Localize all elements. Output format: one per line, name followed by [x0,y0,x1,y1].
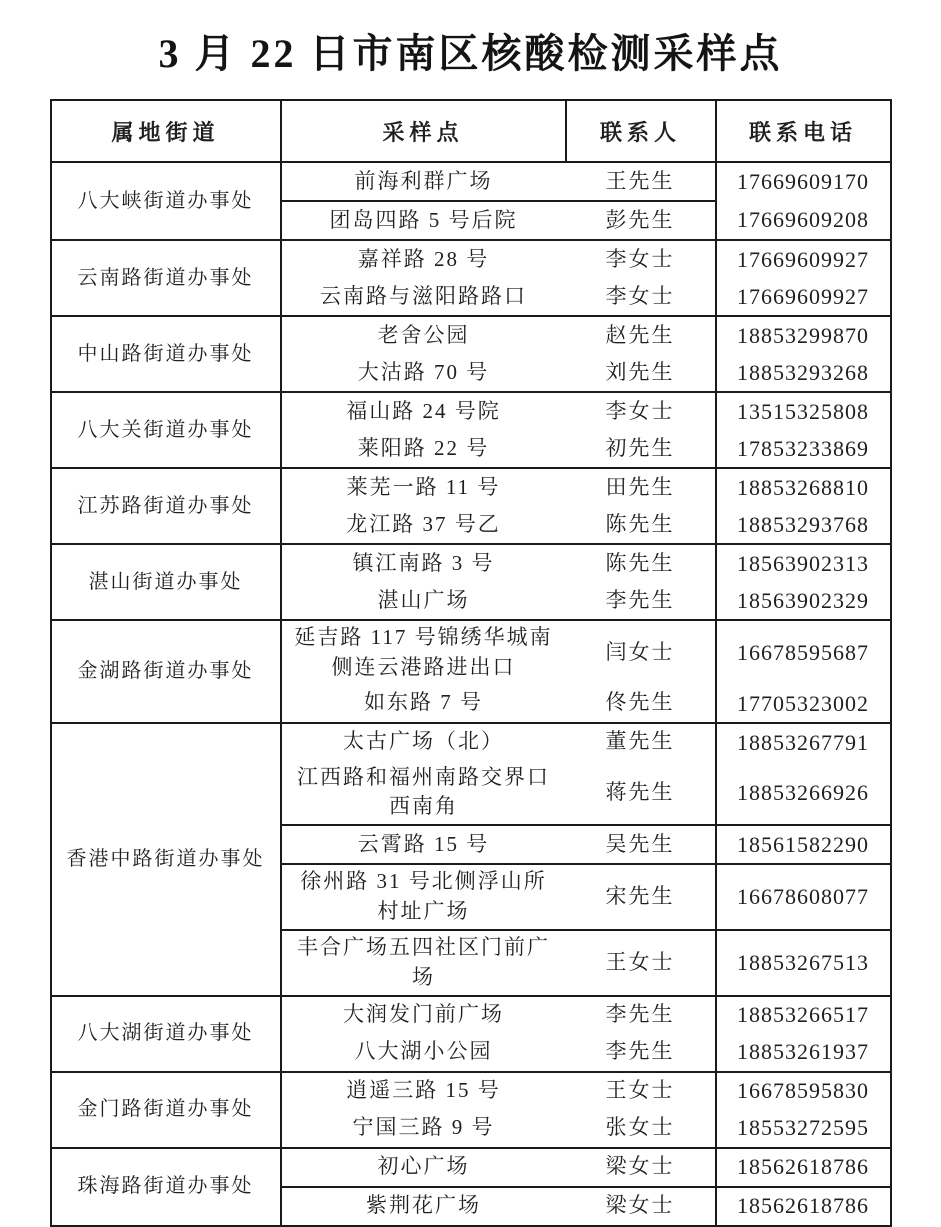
phone-cell: 18562618786 [716,1148,891,1187]
site-cell: 紫荆花广场 [281,1187,566,1226]
site-cell: 湛山广场 [281,582,566,620]
table-row [51,468,891,506]
site-cell: 大沽路 70 号 [281,354,566,392]
phone-cell: 18553272595 [716,1110,891,1148]
contact-cell: 陈先生 [566,544,716,582]
site-cell: 宁国三路 9 号 [281,1110,566,1148]
site-cell: 龙江路 37 号乙 [281,506,566,544]
contact-cell: 王女士 [566,930,716,996]
contact-cell: 李先生 [566,582,716,620]
street-cell: 八大峡街道办事处 [51,162,281,240]
phone-cell: 18853266926 [716,761,891,826]
phone-cell: 16678595830 [716,1072,891,1110]
street-cell: 八大关街道办事处 [51,392,281,468]
table-header [51,100,891,162]
contact-cell: 李先生 [566,996,716,1034]
phone-cell: 17669609927 [716,278,891,316]
site-cell: 莱阳路 22 号 [281,430,566,468]
contact-cell: 蒋先生 [566,761,716,826]
street-cell: 江苏路街道办事处 [51,468,281,544]
document-page [0,22,941,1227]
street-cell: 云南路街道办事处 [51,240,281,316]
table-row [51,1148,891,1187]
street-cell: 湛山街道办事处 [51,544,281,620]
street-cell: 金湖路街道办事处 [51,620,281,723]
contact-cell: 李女士 [566,392,716,430]
table-row [51,316,891,354]
phone-cell: 18561582290 [716,825,891,864]
phone-cell: 18563902329 [716,582,891,620]
site-cell: 徐州路 31 号北侧浮山所村址广场 [281,864,566,930]
site-cell: 前海利群广场 [281,162,566,201]
header-street: 属地街道 [51,100,281,162]
contact-cell: 赵先生 [566,316,716,354]
site-cell: 如东路 7 号 [281,685,566,723]
phone-cell: 17669609208 [716,201,891,240]
contact-cell: 王先生 [566,162,716,201]
table-body [51,162,891,1226]
table-row [51,620,891,685]
header-phone: 联系电话 [716,100,891,162]
phone-cell: 18562618786 [716,1187,891,1226]
header-contact: 联系人 [566,100,716,162]
header-row [51,100,891,162]
phone-cell: 18853261937 [716,1034,891,1072]
site-cell: 福山路 24 号院 [281,392,566,430]
contact-cell: 闫女士 [566,620,716,685]
contact-cell: 田先生 [566,468,716,506]
sampling-points-table [50,99,892,1227]
header-site: 采样点 [281,100,566,162]
phone-cell: 17705323002 [716,685,891,723]
site-cell: 初心广场 [281,1148,566,1187]
phone-cell: 18853267513 [716,930,891,996]
site-cell: 丰合广场五四社区门前广场 [281,930,566,996]
phone-cell: 18563902313 [716,544,891,582]
phone-cell: 17669609927 [716,240,891,278]
site-cell: 镇江南路 3 号 [281,544,566,582]
table-row [51,544,891,582]
contact-cell: 李女士 [566,240,716,278]
contact-cell: 李先生 [566,1034,716,1072]
table-row [51,996,891,1034]
contact-cell: 董先生 [566,723,716,761]
contact-cell: 张女士 [566,1110,716,1148]
site-cell: 老舍公园 [281,316,566,354]
site-cell: 八大湖小公园 [281,1034,566,1072]
phone-cell: 18853293268 [716,354,891,392]
page-title: 3 月 22 日市南区核酸检测采样点 [158,31,783,76]
table-row [51,162,891,201]
phone-cell: 17853233869 [716,430,891,468]
table-row [51,1072,891,1110]
contact-cell: 初先生 [566,430,716,468]
street-cell: 香港中路街道办事处 [51,723,281,996]
contact-cell: 彭先生 [566,201,716,240]
contact-cell: 梁女士 [566,1148,716,1187]
phone-cell: 18853267791 [716,723,891,761]
street-cell: 珠海路街道办事处 [51,1148,281,1226]
site-cell: 云霄路 15 号 [281,825,566,864]
phone-cell: 16678595687 [716,620,891,685]
phone-cell: 18853268810 [716,468,891,506]
contact-cell: 吴先生 [566,825,716,864]
contact-cell: 王女士 [566,1072,716,1110]
site-cell: 延吉路 117 号锦绣华城南侧连云港路进出口 [281,620,566,685]
site-cell: 嘉祥路 28 号 [281,240,566,278]
site-cell: 莱芜一路 11 号 [281,468,566,506]
street-cell: 金门路街道办事处 [51,1072,281,1148]
table-row [51,392,891,430]
street-cell: 中山路街道办事处 [51,316,281,392]
contact-cell: 李女士 [566,278,716,316]
contact-cell: 宋先生 [566,864,716,930]
phone-cell: 13515325808 [716,392,891,430]
phone-cell: 18853299870 [716,316,891,354]
table-row [51,240,891,278]
phone-cell: 16678608077 [716,864,891,930]
contact-cell: 刘先生 [566,354,716,392]
site-cell: 云南路与滋阳路路口 [281,278,566,316]
site-cell: 团岛四路 5 号后院 [281,201,566,240]
contact-cell: 陈先生 [566,506,716,544]
contact-cell: 佟先生 [566,685,716,723]
phone-cell: 17669609170 [716,162,891,201]
contact-cell: 梁女士 [566,1187,716,1226]
phone-cell: 18853293768 [716,506,891,544]
street-cell: 八大湖街道办事处 [51,996,281,1072]
site-cell: 江西路和福州南路交界口西南角 [281,761,566,826]
site-cell: 太古广场（北） [281,723,566,761]
site-cell: 逍遥三路 15 号 [281,1072,566,1110]
site-cell: 大润发门前广场 [281,996,566,1034]
table-row [51,723,891,761]
phone-cell: 18853266517 [716,996,891,1034]
